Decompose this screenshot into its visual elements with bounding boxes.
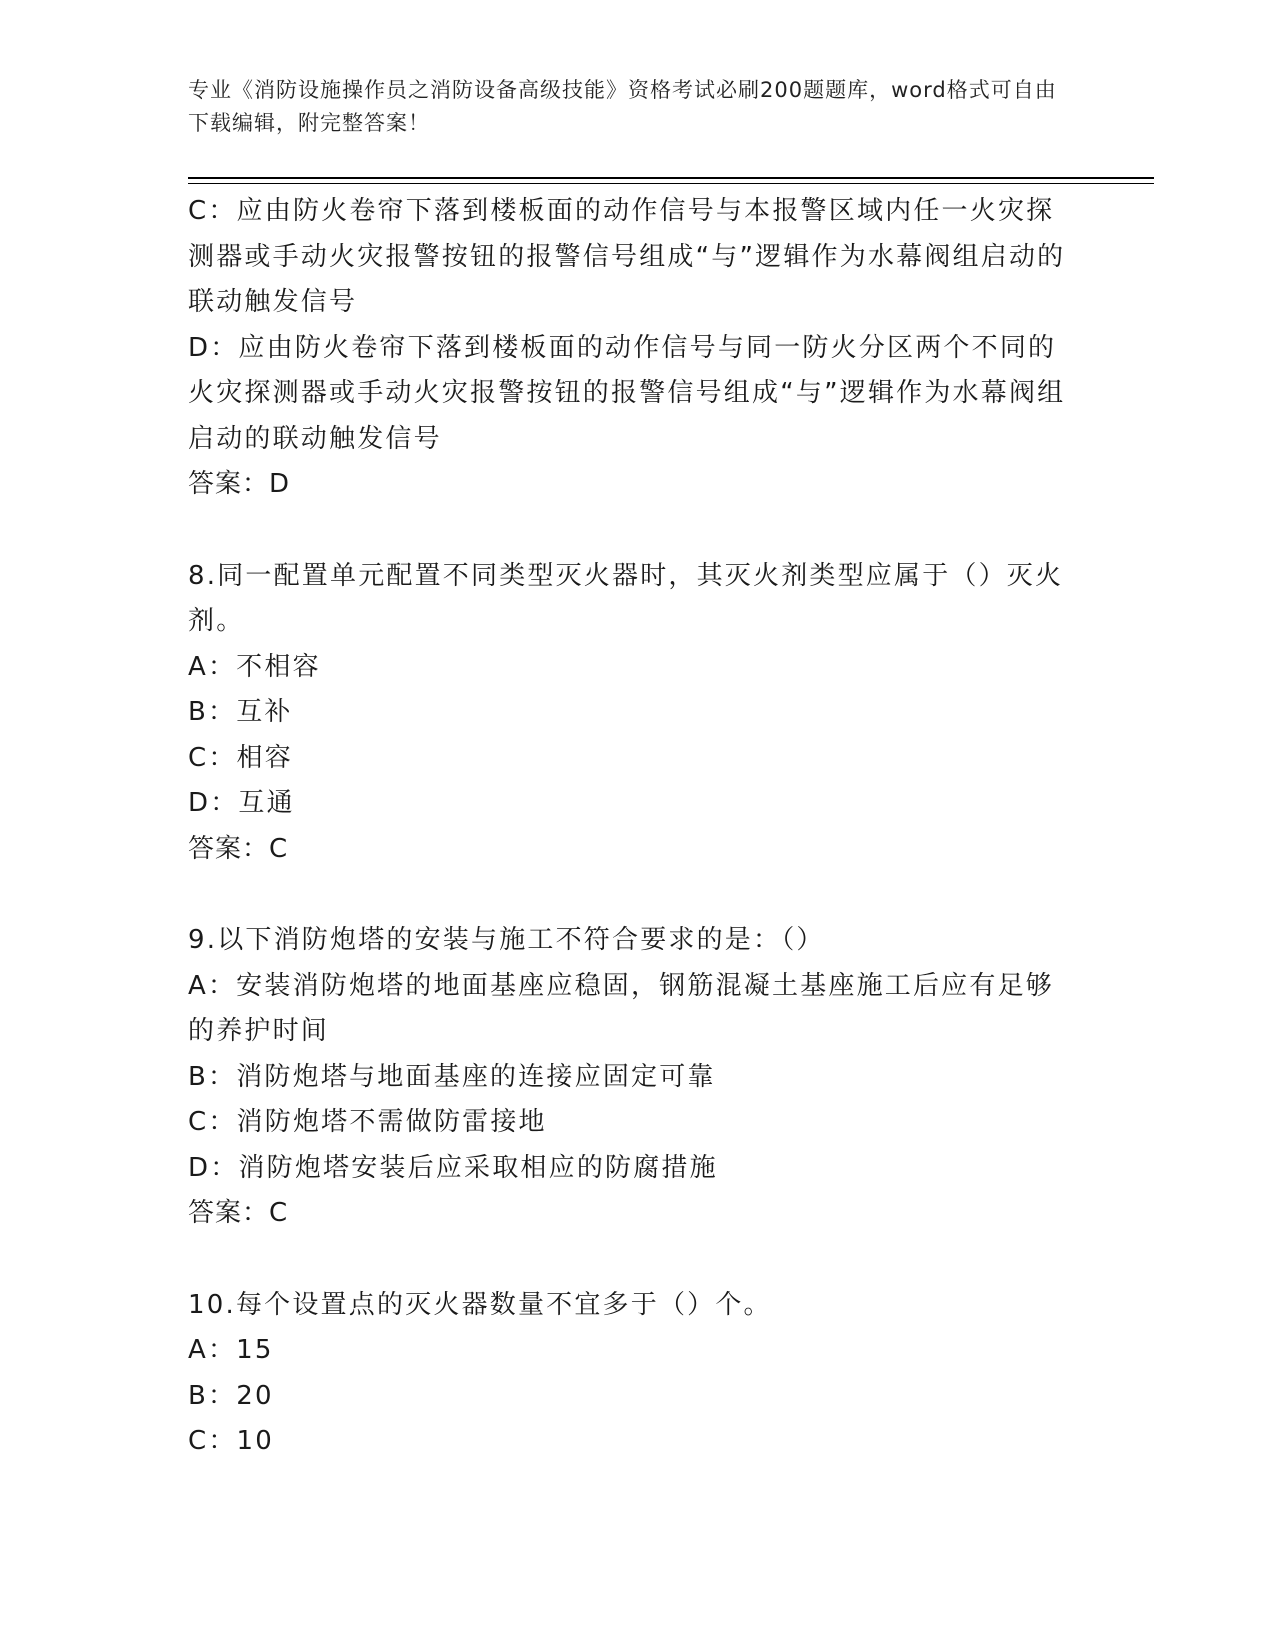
question-9-block bbox=[188, 918, 1078, 1237]
q7-option-c: C：应由防火卷帘下落到楼板面的动作信号与本报警区域内任一火灾探测器或手动火灾报警按钮的报警信号组成“与”逻辑作为水幕阀组启动的联动触发信号 bbox=[188, 196, 1066, 317]
q7-option-d: D：应由防火卷帘下落到楼板面的动作信号与同一防火分区两个不同的火灾探测器或手动火灾报警按钮的报警信号组成“与”逻辑作为水幕阀组启动的联动触发信号 bbox=[188, 332, 1066, 454]
question-8-block bbox=[188, 554, 1078, 873]
q8-answer: 答案：C bbox=[188, 833, 289, 864]
question-7-block bbox=[188, 189, 1078, 508]
q8-option-b: B：互补 bbox=[188, 697, 293, 727]
q8-title: 8.同一配置单元配置不同类型灭火器时，其灭火剂类型应属于（）灭火剂。 bbox=[188, 560, 1064, 636]
q8-option-c: C：相容 bbox=[188, 742, 293, 773]
q10-title: 10.每个设置点的灭火器数量不宜多于（）个。 bbox=[188, 1289, 772, 1320]
q10-option-a: A：15 bbox=[188, 1335, 274, 1365]
header-rule-thick bbox=[188, 177, 1154, 179]
q7-answer: 答案：D bbox=[188, 469, 291, 499]
q8-option-a: A：不相容 bbox=[188, 651, 321, 682]
q9-option-b: B：消防炮塔与地面基座的连接应固定可靠 bbox=[188, 1061, 716, 1092]
q9-option-d: D：消防炮塔安装后应采取相应的防腐措施 bbox=[188, 1152, 718, 1183]
q9-answer: 答案：C bbox=[188, 1198, 289, 1228]
q9-option-a: A：安装消防炮塔的地面基座应稳固，钢筋混凝土基座施工后应有足够的养护时间 bbox=[188, 970, 1054, 1046]
q9-option-c: C：消防炮塔不需做防雷接地 bbox=[188, 1107, 547, 1137]
question-content bbox=[188, 189, 1078, 1465]
q10-option-b: B：20 bbox=[188, 1380, 274, 1411]
q9-title: 9.以下消防炮塔的安装与施工不符合要求的是：（） bbox=[188, 925, 825, 955]
q10-option-c: C：10 bbox=[188, 1426, 275, 1456]
q8-option-d: D：互通 bbox=[188, 788, 295, 818]
question-10-block bbox=[188, 1283, 1078, 1465]
document-header: 专业《消防设施操作员之消防设备高级技能》资格考试必刷200题题库，word格式可自由下载编辑，附完整答案！ bbox=[188, 78, 1057, 135]
header-rule-thin bbox=[188, 183, 1154, 184]
